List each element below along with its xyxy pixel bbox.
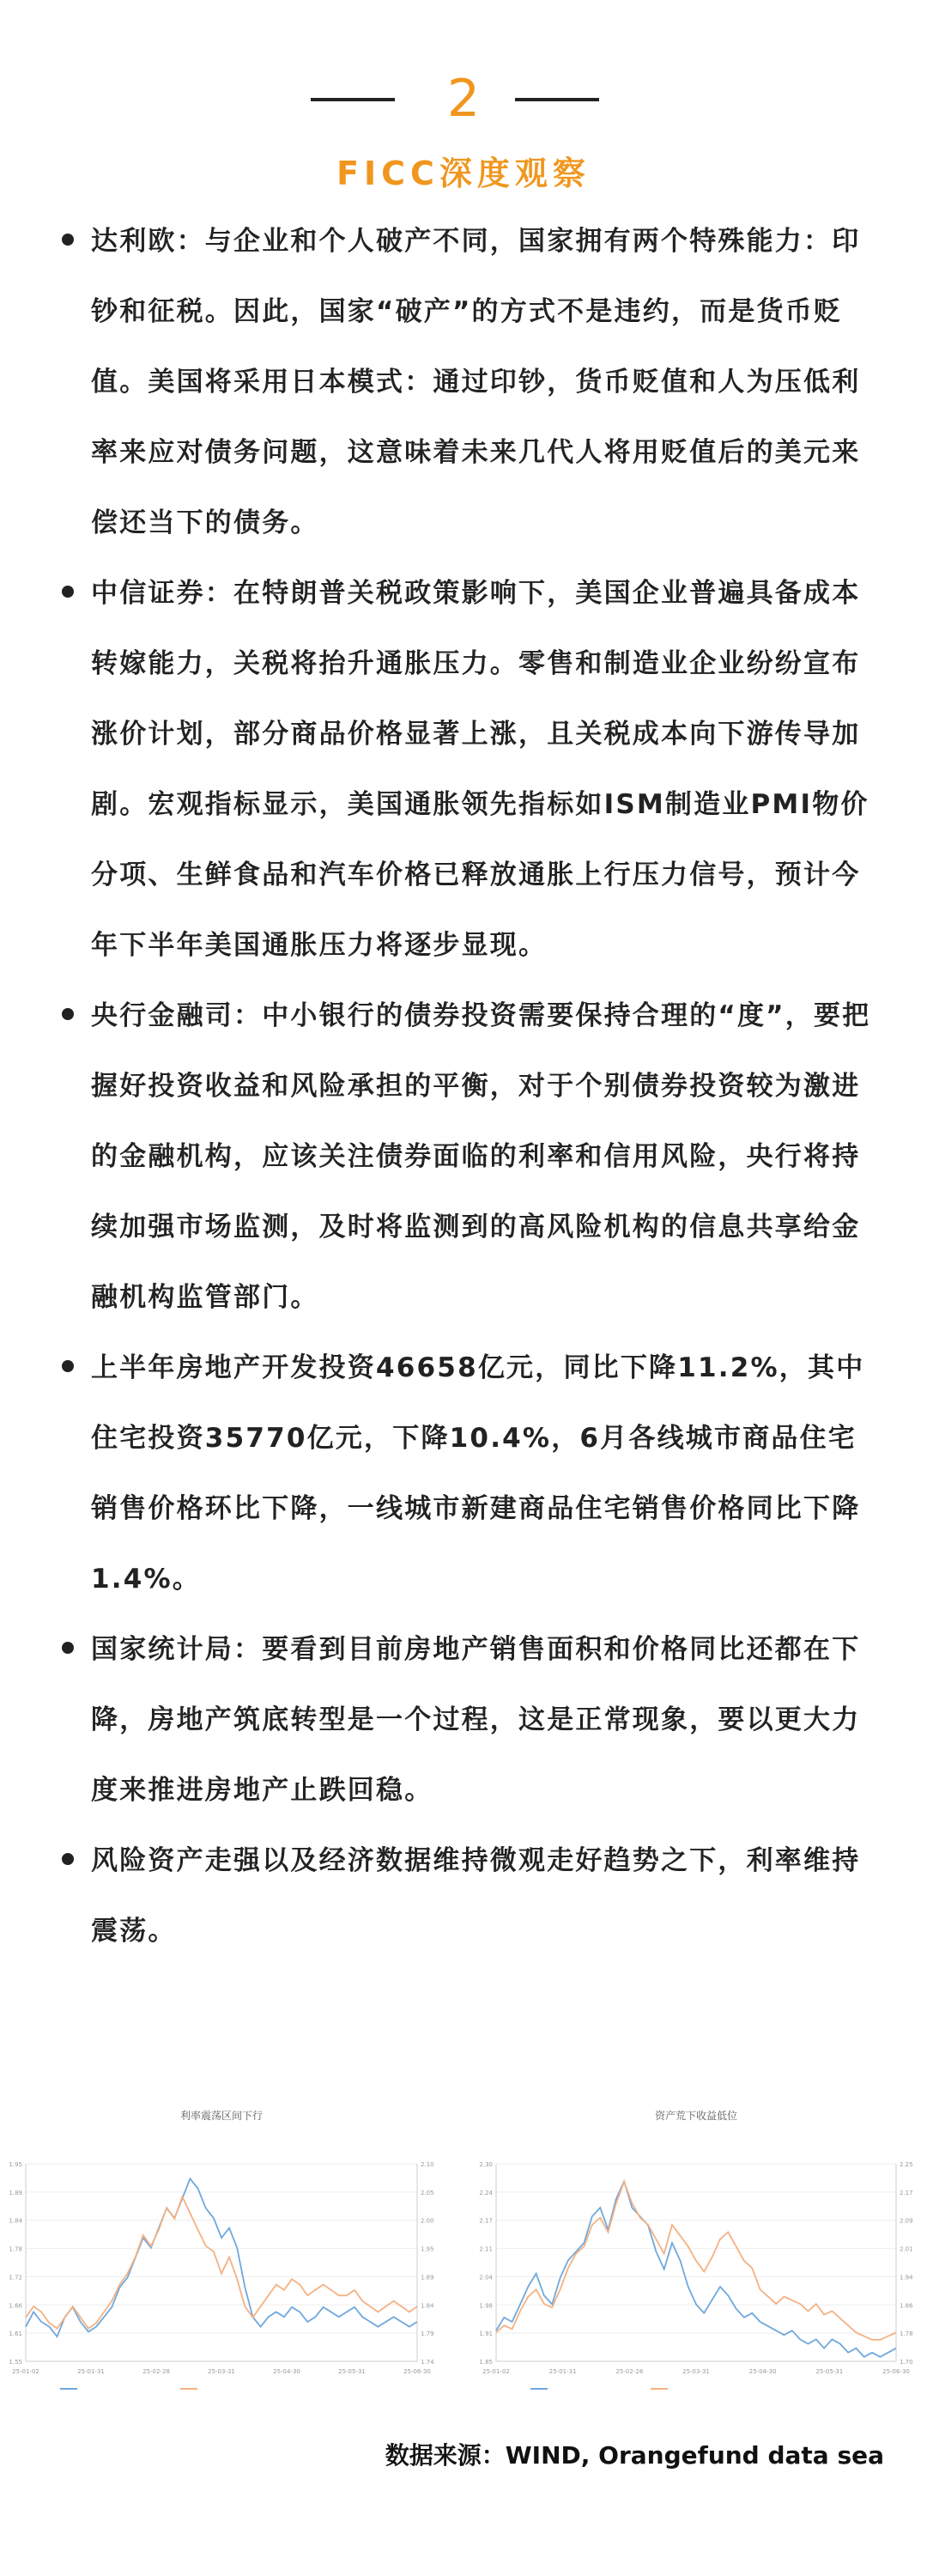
chart-title: 利率震荡区间下行: [179, 2110, 264, 2122]
y-tick-label-left: 1.85: [479, 2359, 493, 2366]
series-line-1: [26, 2178, 417, 2336]
y-tick-label-left: 1.55: [9, 2359, 22, 2366]
bullet-dot: [62, 1853, 74, 1865]
header-rule-left: [311, 98, 395, 101]
bullet-text: 上半年房地产开发投资46658亿元，同比下降11.2%，其中住宅投资35770亿元，下降10.4%，6月各线城市商品住宅销售价格环比下降，一线城市新建商品住宅销售价格同比下降1.4%。: [91, 1352, 865, 1595]
y-tick-label-left: 2.04: [479, 2274, 493, 2281]
y-tick-label-right: 1.84: [421, 2302, 434, 2310]
x-tick-label: 25-01-31: [548, 2368, 577, 2375]
y-tick-label-left: 2.11: [479, 2245, 493, 2253]
series-line-2: [26, 2196, 417, 2328]
y-tick-label-left: 1.84: [9, 2217, 22, 2225]
y-tick-label-right: 2.00: [421, 2217, 434, 2225]
x-tick-label: 25-06-30: [403, 2368, 431, 2375]
y-tick-label-right: 2.09: [900, 2217, 913, 2225]
bullet-item: [60, 981, 884, 1333]
bullet-text: 达利欧：与企业和个人破产不同，国家拥有两个特殊能力：印钞和征税。因此，国家“破产”的方式不是违约，而是货币贬值。美国将采用日本模式：通过印钞，货币贬值和人为压低利率来应对债务问题，这意味着未来几代人将用贬值后的美元来偿还当下的债务。: [91, 226, 861, 538]
bullet-item: [60, 1614, 884, 1826]
section-number: 2: [446, 69, 481, 129]
bullet-item: [60, 558, 884, 981]
x-tick-label: 25-04-30: [748, 2368, 777, 2375]
y-tick-label-right: 1.86: [900, 2302, 913, 2310]
y-tick-label-right: 1.74: [421, 2359, 434, 2366]
bullet-dot: [62, 1360, 74, 1372]
y-tick-label-right: 1.89: [421, 2274, 434, 2281]
x-tick-label: 25-02-28: [615, 2368, 644, 2375]
data-source-note: 数据来源：WIND, Orangefund data sea: [385, 2441, 884, 2470]
y-tick-label-right: 2.05: [421, 2189, 434, 2196]
x-tick-label: 25-03-31: [208, 2368, 235, 2375]
y-tick-label-right: 1.79: [421, 2330, 434, 2338]
x-tick-label: 25-03-31: [682, 2368, 710, 2375]
y-tick-label-left: 1.89: [9, 2189, 22, 2196]
y-tick-label-left: 2.17: [479, 2217, 493, 2225]
y-tick-label-right: 1.70: [900, 2359, 913, 2366]
y-tick-label-left: 1.72: [9, 2274, 22, 2281]
x-tick-label: 25-01-31: [77, 2368, 105, 2375]
y-tick-label-right: 1.78: [900, 2330, 913, 2338]
y-tick-label-left: 2.30: [479, 2161, 493, 2168]
series-line-2: [496, 2182, 896, 2340]
chart-title: 资产荒下收益低位: [654, 2110, 738, 2122]
header-rule-right: [515, 98, 599, 101]
x-tick-label: 25-01-02: [12, 2368, 39, 2375]
x-tick-label: 25-01-02: [482, 2368, 510, 2375]
bullet-text: 国家统计局：要看到目前房地产销售面积和价格同比还都在下降，房地产筑底转型是一个过程，这是正常现象，要以更大力度来推进房地产止跌回稳。: [91, 1634, 861, 1806]
section-title: FICC深度观察: [336, 155, 591, 192]
bullet-text: 中信证券：在特朗普关税政策影响下，美国企业普遍具备成本转嫁能力，关税将抬升通胀压力。零售和制造业企业纷纷宣布涨价计划，部分商品价格显著上涨，且关税成本向下游传导加剧。宏观指标显示，美国通胀领先指标如ISM制造业PMI物价分项、生鲜食品和汽车价格已释放通胀上行压力信号，预计今年下半年美国通胀压力将逐步显现。: [91, 578, 869, 961]
y-tick-label-left: 1.78: [9, 2245, 22, 2253]
bullet-item: [60, 206, 884, 558]
bullet-list: [60, 206, 884, 1966]
x-tick-label: 25-04-30: [273, 2368, 300, 2375]
bullet-dot: [62, 1642, 74, 1654]
bullet-dot: [62, 586, 74, 598]
y-tick-label-left: 1.91: [479, 2330, 493, 2338]
x-tick-label: 25-02-28: [142, 2368, 170, 2375]
y-tick-label-right: 2.25: [900, 2161, 913, 2168]
y-tick-label-right: 2.01: [900, 2245, 913, 2253]
y-tick-label-right: 1.95: [421, 2245, 434, 2253]
bullet-dot: [62, 234, 74, 246]
y-tick-label-left: 2.24: [479, 2189, 493, 2196]
chart-yields-svg: [470, 2095, 927, 2421]
bullet-item: [60, 1826, 884, 1966]
y-tick-label-left: 1.95: [9, 2161, 22, 2168]
bullet-text: 央行金融司：中小银行的债券投资需要保持合理的“度”，要把握好投资收益和风险承担的平衡，对于个别债券投资较为激进的金融机构，应该关注债券面临的利率和信用风险，央行将持续加强市场监测，及时将监测到的高风险机构的信息共享给金融机构监管部门。: [91, 1000, 871, 1313]
y-tick-label-left: 1.98: [479, 2302, 493, 2310]
section-header: [0, 52, 927, 206]
bullet-dot: [62, 1008, 74, 1020]
bullet-item: [60, 1333, 884, 1614]
x-tick-label: 25-05-31: [338, 2368, 366, 2375]
charts-row: [0, 2095, 927, 2421]
y-tick-label-right: 2.17: [900, 2189, 913, 2196]
bullet-text: 风险资产走强以及经济数据维持微观走好趋势之下，利率维持震荡。: [91, 1845, 861, 1947]
y-tick-label-left: 1.61: [9, 2330, 22, 2338]
series-line-1: [496, 2181, 896, 2357]
x-tick-label: 25-06-30: [882, 2368, 910, 2375]
y-tick-label-right: 2.10: [421, 2161, 434, 2168]
x-tick-label: 25-05-31: [815, 2368, 844, 2375]
chart-rates-svg: [0, 2095, 446, 2421]
y-tick-label-left: 1.66: [9, 2302, 22, 2310]
y-tick-label-right: 1.94: [900, 2274, 913, 2281]
chart-panel-yields: [470, 2095, 927, 2421]
chart-panel-rates: [0, 2095, 446, 2421]
